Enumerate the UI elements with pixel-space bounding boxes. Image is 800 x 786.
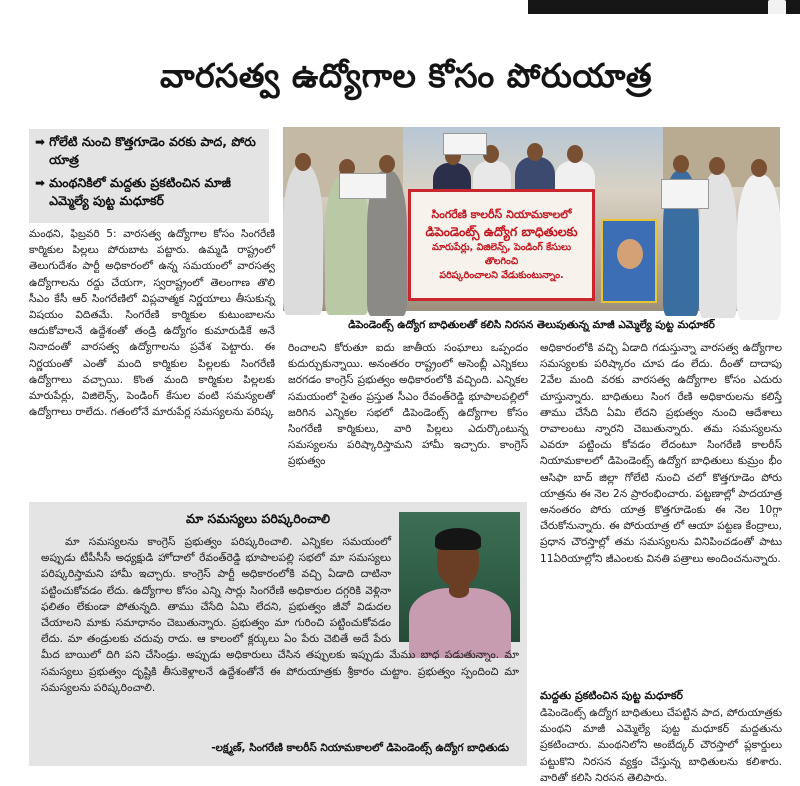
- poster-face: [617, 239, 643, 269]
- article-subheading: మద్దతు ప్రకటించిన పుట్ట మధూకర్: [540, 689, 683, 702]
- top-bar: [0, 0, 800, 14]
- portrait-poster: [601, 219, 657, 303]
- article-text: మంథని, ఫిబ్రవరి 5: వారసత్వ ఉద్యోగాల కోసం సింగరేణి కార్మికుల పిల్లలు పోరుబాట పట్టారు. ఉమ్మడి రాష్ట్రంలో తెలుగుదేశం పార్టీ అధికారంలో ఉన్న సమయంలో వారసత్వ ఉద్యోగాలను రద్దు చేయగా, స్వరాష్ట్రంలో తెలంగాణ తొలి సీఎం కేసీ ఆర్ సింగరేణిలో విప్లవాత్మక నిర్ణయాలు తీసుకున్న విషయం విదితమే. సింగరేణి కార్మికుల కుటుంబాలను ఆదుకోవాలనే ఉద్దేశంతో తండ్రి ఉద్యోగం కుమారుడికే అనే నినాదంతో వారసత్వ ఉద్యోగాలను ప్రవేశ పెట్టారు. ఈ నిర్ణయంతో ఎంతో మంది కార్మికుల పిల్లలకు సింగరేణి ఉద్యోగాలు వచ్చాయి. కొంత మంది కార్మికుల పిల్లలకు మారుపేర్లు, విజిలెన్స్, పెండింగ్ కేసుల వంటి సమస్యలతో ఉద్యోగాలు రాలేదు. గతంలోనే మారుపేర్ల సమస్యలను పరిష్క: [29, 228, 275, 419]
- photo-head: [709, 157, 725, 175]
- article-column-1: [29, 226, 275, 420]
- masthead-strip: [528, 0, 800, 14]
- photo-person: [737, 175, 781, 320]
- banner-line: డిపెండెంట్స్ ఉద్యోగ బాధితులకు: [425, 224, 578, 239]
- article-column-2: [288, 340, 528, 470]
- article-text: డిపెండెంట్స్ ఉద్యోగ బాధితులు చేపట్టిన పాద, పోరుయాత్రకు మంథని మాజీ ఎమ్మెల్యే పుట్ట మధూకర్ మద్దతును ప్రకటించారు. మంథనిలోని అంబేద్కర్ చౌరస్తాలో ప్లకార్డులు పట్టుకొని నిరసన వ్యక్తం చేస్తున్న బాధితులను కలిశారు. వారితో కలిసి నిరసన తెలిపారు.: [540, 707, 782, 784]
- quote-box-title: మా సమస్యలు పరిష్కరించాలి: [185, 511, 331, 526]
- arrow-icon: ➡: [35, 176, 46, 190]
- headline: వారసత్వ ఉద్యోగాల కోసం పోరుయాత్ర: [159, 56, 653, 95]
- photo-head: [673, 155, 689, 173]
- quote-box-text: [41, 534, 519, 696]
- protest-photo: [283, 127, 780, 311]
- article-text: రించాలని కోరుతూ ఐదు జాతీయ సంఘాలు ఒప్పందం కుదుర్చుకున్నాయి. అనంతరం రాష్ట్రంలో అసెంబ్లీ ఎన్నికలు జరగడం కాంగ్రెస్ ప్రభుత్వం అధికారంలోకి వచ్చింది. ఎన్నికల సమయంలో సైతం ప్రస్తుత సీఎం రేవంత్‌రెడ్డి భూపాలపల్లిలో జరిగిన ఎన్నికల సభలో డిపెండెంట్స్ ఉద్యోగాల కోసం సింగరేణి కార్మికులు, వారి పిల్లలు ఎదుర్కొంటున్న సమస్యలను పరిష్కారిస్తామని హామీ ఇచ్చారు. కాంగ్రెస్ ప్రభుత్వం: [288, 342, 528, 468]
- quote-text: మా సమస్యలను కాంగ్రెస్ ప్రభుత్వం పరిష్కరించాలి. ఎన్నికల సమయంలో అప్పుడు టీపీసీసీ అధ్యక్షుడి హోదాలో రేవంత్‌రెడ్డి భూపాలపల్లి సభలో మా సమస్యలు పరిష్కరిస్తామని హామీ ఇచ్చారు. కాంగ్రెస్ పార్టీ అధికారంలోకి వచ్చి ఏడాది దాటినా పట్టించుకోవడం లేదు. ఉద్యోగాల కోసం ఎన్ని సార్లు సింగరేణి అధికారుల దగ్గరికి వెళ్లినా ఫలితం లేకుండా పోతున్నది. తాము చేసేది ఏమి లేదని, ప్రభుత్వం జీవో విడుదల చేయాలని మాకు సమాధానం చెబుతున్నారు. ప్రభుత్వం మా గురించి పట్టించుకోవడం లేదు. మా తండ్రులకు చదువు రాదు. ఆ కాలంలో క్లర్కులు ఏం పేరు చెబితే అదే పేరు మీద బాయిలో దిగి పని చేసిండ్రు. అప్పుడు అధికారులు చేసిన తప్పులకు ఇప్పుడు మేము బాధ పడుతున్నాం. మా సమస్యలు ప్రభుత్వం దృష్టికి తీసుకెళ్లాలనే ఉద్దేశంతోనే ఈ పోరుయాత్రకు శ్రీకారం చుట్టాం. ప్రభుత్వం స్పందించి మా సమస్యలను పరిష్కరించాలి.: [41, 536, 519, 694]
- arrow-icon: ➡: [35, 135, 46, 149]
- banner-line: పరిష్కరించాలని వేడుకుంటున్నాం.: [439, 270, 564, 281]
- highlights-box: [29, 129, 269, 223]
- placard: [339, 173, 387, 199]
- photo-head: [295, 153, 311, 171]
- newspaper-logo-icon: [768, 0, 786, 14]
- banner-line: మారుపేర్లు, విజిలెన్స్, పెండింగ్ కేసులు తొలగించి: [431, 242, 572, 267]
- photo-spacer: [391, 534, 519, 646]
- photo-head: [751, 159, 767, 177]
- photo-head: [567, 145, 583, 163]
- highlight-item: [35, 133, 263, 169]
- banner-line: సింగరేణి కాలరీస్ నియామకాలలో: [431, 208, 572, 221]
- placard: [443, 133, 487, 155]
- article-text: అధికారంలోకి వచ్చి ఏడాది గడుస్తున్నా వారసత్వ ఉద్యోగాల సమస్యలకు పరిష్కారం చూప డం లేదు. దీంతో దాదాపు 2వేల మంది వరకు వారసత్వ ఉద్యోగాల కోసం ఎదురు చూస్తున్నారు. బాధితులు సింగ రేణి అధికారులను కలిస్తే తాము చేసేది ఏమి లేదని ప్రభుత్వం నుంచి ఆదేశాలు రావాలంటు న్నారని చెబుతున్నారు. తమ సమస్యలను ఎవరూ పట్టించు కోవడం లేదంటూ సింగరేణి కాలరీస్ నియామకాలలో డిపెండెంట్స్ ఉద్యోగ బాధితులు కుమ్రం భీం ఆసిఫా బాద్ జిల్లా గోలేటి నుంచి చలో కొత్తగూడెం పోరు యాత్రను ఈ నెల 2న ప్రారంభించారు. పట్టణాల్లో పాదయాత్ర అనంతరం పోరు యాత్ర కొత్తగూడెంకు ఈ నెల 10గ్గా చేరుకోనున్నారు. ఈ పోరుయాత్ర లో ఆయా పట్టణ కేంద్రాలు, ప్రధాన చౌరస్తాల్లో తమ సమస్యలను వినిపించడంతో పాటు 11ఏరియాల్లోని జీఎంలకు వినతి పత్రాలు అందించనున్నారు.: [540, 342, 782, 565]
- highlight-text: గోలేటి నుంచి కొత్తగూడెం వరకు పాద, పోరు యాత్ర: [49, 134, 256, 167]
- quote-signature: -లక్ష్మణ్, సింగరేణి కాలరీస్ నియామకాలలో డిపెండెంట్స్ ఉద్యోగ బాధితుడు: [211, 742, 509, 754]
- photo-head: [379, 155, 395, 173]
- highlight-text: మంథనికిలో మద్దతు ప్రకటించిన మాజీ ఎమ్మెల్యే పుట్ట మధూకర్: [49, 175, 231, 208]
- article-column-3: [540, 340, 782, 567]
- quote-box: [29, 502, 527, 766]
- protest-banner: [408, 189, 595, 301]
- highlight-item: [35, 174, 263, 210]
- photo-head: [527, 143, 543, 161]
- placard: [661, 179, 709, 209]
- photo-person: [283, 165, 323, 315]
- photo-caption: డిపెండెంట్స్ ఉద్యోగ బాధితులతో కలిసి నిరసన తెలుపుతున్న మాజీ ఎమ్మెల్యే పుట్ట మధూకర్: [348, 319, 715, 331]
